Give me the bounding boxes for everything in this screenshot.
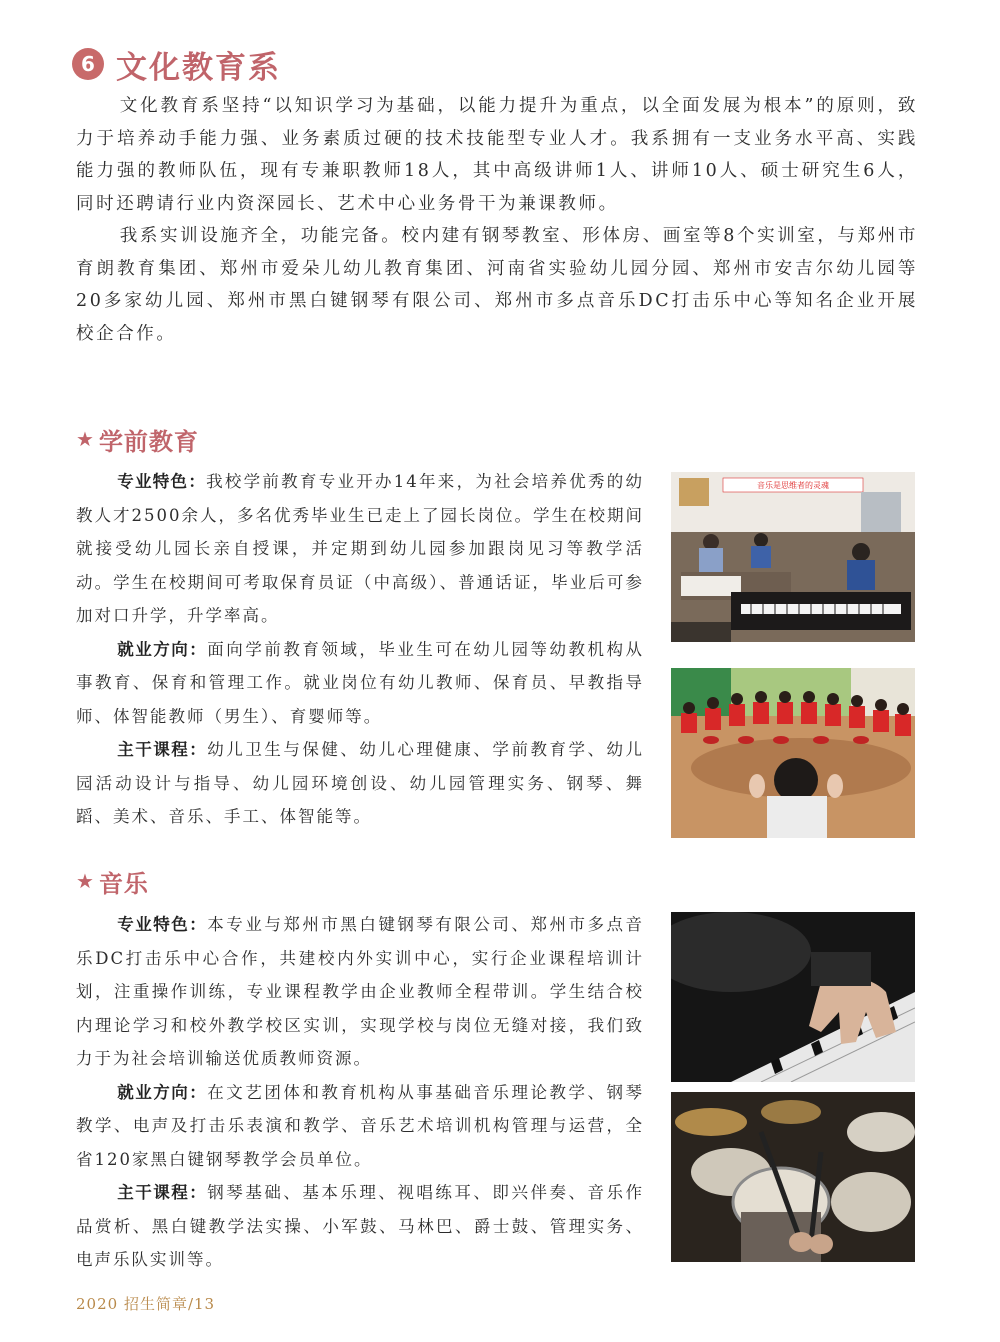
preschool-title-text: 学前教育: [98, 427, 199, 456]
preschool-courses-text: 幼儿卫生与保健、幼儿心理健康、学前教育学、幼儿园活动设计与指导、幼儿园环境创设、幼儿园管理实务、钢琴、舞蹈、美术、音乐、手工、体智能等。: [76, 740, 645, 826]
music-career-text: 在文艺团体和教育机构从事基础音乐理论教学、钢琴教学、电声及打击乐表演和教学、音乐艺术培训机构管理与运营，全省120家黑白键钢琴教学会员单位。: [76, 1082, 645, 1169]
music-courses-text: 钢琴基础、基本乐理、视唱练耳、即兴伴奏、音乐作品赏析、黑白键教学法实操、小军鼓、马林巴、爵士鼓、管理实务、电声乐队实训等。: [76, 1183, 645, 1269]
kindergarten-circle-photo: [671, 668, 915, 838]
music-feature: [76, 908, 644, 1076]
star-icon: ★: [76, 427, 95, 451]
music-courses-label: 主干课程：: [117, 1183, 208, 1202]
section-number-badge: 6: [72, 48, 104, 80]
music-career: [76, 1076, 644, 1177]
music-title-text: 音乐: [98, 869, 149, 898]
music-courses: [76, 1176, 644, 1277]
preschool-courses: [76, 733, 644, 834]
preschool-section-title: [76, 421, 199, 457]
preschool-career: [76, 633, 644, 734]
preschool-feature-label: 专业特色：: [117, 472, 207, 491]
classroom-banner-text: 音乐是思维者的灵魂: [757, 481, 829, 490]
drum-kit-photo: [671, 1092, 915, 1262]
music-career-label: 就业方向：: [117, 1082, 208, 1102]
music-feature-label: 专业特色：: [117, 915, 208, 934]
preschool-career-text: 面向学前教育领域，毕业生可在幼儿园等幼教机构从事教育、保育和管理工作。就业岗位有幼儿教师、保育员、早教指导师、体智能教师（男生）、育婴师等。: [76, 639, 645, 726]
music-section-title: [76, 863, 149, 899]
star-icon: ★: [76, 869, 95, 893]
department-title: 文化教育系: [116, 49, 281, 86]
preschool-career-label: 就业方向：: [117, 639, 208, 659]
intro-paragraph-1: 文化教育系坚持“以知识学习为基础，以能力提升为重点，以全面发展为根本”的原则，致力于培养动手能力强、业务素质过硬的技术技能型专业人才。我系拥有一支业务水平高、实践能力强的教师队伍，现有专兼职教师18人，其中高级讲师1人、讲师10人、硕士研究生6人，同时还聘请行业内资深园长、艺术中心业务骨干为兼课教师。: [76, 96, 918, 214]
page-footer: 2020 招生简章/13: [76, 1295, 216, 1313]
music-body: [76, 908, 644, 1277]
preschool-courses-label: 主干课程：: [117, 740, 208, 759]
piano-hands-photo: [671, 912, 915, 1082]
department-header: [72, 40, 281, 88]
preschool-feature: [76, 465, 644, 633]
intro-paragraph-2: 我系实训设施齐全，功能完备。校内建有钢琴教室、形体房、画室等8个实训室，与郑州市育朗教育集团、郑州市爱朵儿幼儿教育集团、河南省实验幼儿园分园、郑州市安吉尔幼儿园等20多家幼儿园、郑州市黑白键钢琴有限公司、郑州市多点音乐DC打击乐中心等知名企业开展校企合作。: [76, 226, 918, 344]
department-intro: [76, 90, 918, 350]
music-feature-text: 本专业与郑州市黑白键钢琴有限公司、郑州市多点音乐DC打击乐中心合作，共建校内外实训中心，实行企业课程培训计划，注重操作训练，专业课程教学由企业教师全程带训。学生结合校内理论学习和校外教学校区实训，实现学校与岗位无缝对接，我们致力于为社会培训输送优质教师资源。: [76, 915, 645, 1068]
piano-classroom-photo: [671, 472, 915, 642]
preschool-body: [76, 465, 644, 834]
preschool-feature-text: 我校学前教育专业开办14年来，为社会培养优秀的幼教人才2500余人，多名优秀毕业生已走上了园长岗位。学生在校期间就接受幼儿园长亲自授课，并定期到幼儿园参加跟岗见习等教学活动。学生在校期间可考取保育员证（中高级）、普通话证，毕业后可参加对口升学，升学率高。: [76, 472, 644, 625]
